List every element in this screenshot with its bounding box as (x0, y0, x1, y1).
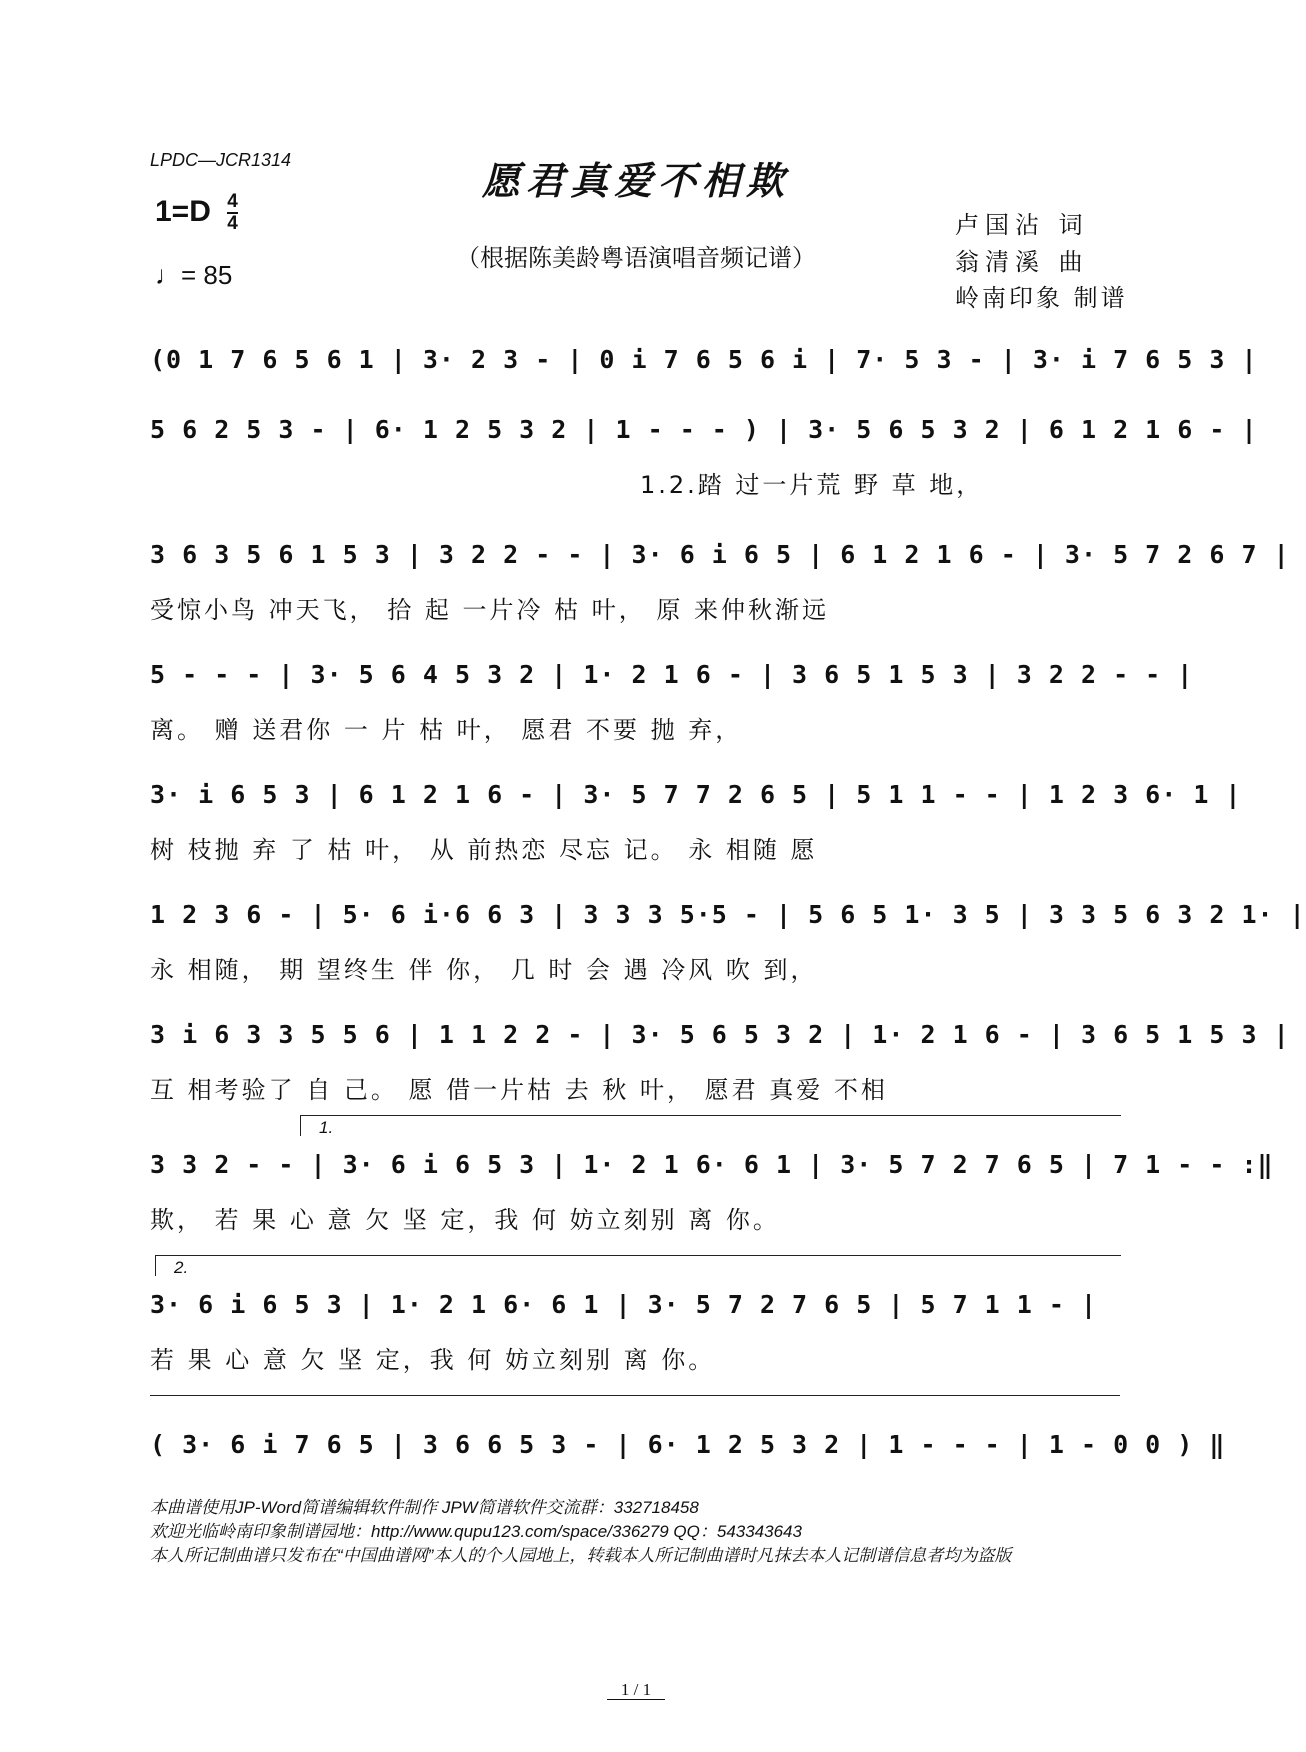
lyric-row-7: 互 相考验了 自 己。 愿 借一片枯 去 秋 叶， 愿君 真爱 不相 (150, 1076, 888, 1104)
footer-software: 本曲谱使用JP-Word简谱编辑软件制作 JPW简谱软件交流群：332718458 (150, 1498, 699, 1517)
composer-credit: 翁清溪 曲 (955, 248, 1089, 276)
lyric-row-2: 1.2.踏 过一片荒 野 草 地， (640, 471, 984, 499)
lyric-row-5: 树 枝抛 弃 了 枯 叶， 从 前热恋 尽忘 记。 永 相随 愿 (150, 836, 818, 864)
arranger-credit: 岭南印象 制谱 (955, 284, 1128, 312)
notation-row-9: 3· 6 i 6 5 3 | 1· 2 1 6· 6 1 | 3· 5 7 2 7 6 5 | 5 7 1 1 - | (150, 1290, 1098, 1319)
song-title: 愿君真爱不相欺 (481, 158, 790, 203)
time-top: 4 (227, 191, 238, 212)
notation-row-2: 5 6 2 5 3 - | 6· 1 2 5 3 2 | 1 - - - ) | 3· 5 6 5 3 2 | 6 1 2 1 6 - | (150, 415, 1258, 444)
key-signature (155, 192, 238, 234)
lyric-row-8: 欺， 若 果 心 意 欠 坚 定，我 何 妨立刻别 离 你。 (150, 1206, 780, 1234)
notation-row-3: 3 6 3 5 6 1 5 3 | 3 2 2 - - | 3· 6 i 6 5 | 6 1 2 1 6 - | 3· 5 7 2 6 7 | (150, 540, 1290, 569)
notation-row-6: 1 2 3 6 - | 5· 6 i·6 6 3 | 3 3 3 5·5 - | 5 6 5 1· 3 5 | 3 3 5 6 3 2 1· | (150, 900, 1306, 929)
time-bottom: 4 (227, 213, 238, 234)
time-signature (227, 192, 238, 234)
notation-row-8: 3 3 2 - - | 3· 6 i 6 5 3 | 1· 2 1 6· 6 1 | 3· 5 7 2 7 6 5 | 7 1 - - :‖ (150, 1150, 1274, 1179)
lyric-row-3: 受惊小鸟 冲天飞， 拾 起 一片冷 枯 叶， 原 来仲秋渐远 (150, 596, 830, 624)
volta-1-bracket (300, 1115, 1121, 1136)
footer-website: 欢迎光临岭南印象制谱园地：http://www.qupu123.com/space/336279 QQ：543343643 (150, 1522, 802, 1541)
tempo-mark: ♩= 85 (155, 260, 233, 290)
section-divider (150, 1395, 1120, 1396)
key-label: 1=D (155, 194, 211, 228)
footer-copyright: 本人所记制曲谱只发布在“中国曲谱网”本人的个人园地上，转载本人所记制曲谱时凡抹去本人记制谱信息者均为盗版 (150, 1546, 1012, 1565)
notation-row-5: 3· i 6 5 3 | 6 1 2 1 6 - | 3· 5 7 7 2 6 5 | 5 1 1 - - | 1 2 3 6· 1 | (150, 780, 1242, 809)
subtitle: （根据陈美龄粤语演唱音频记谱） (456, 244, 816, 272)
lyric-row-9: 若 果 心 意 欠 坚 定，我 何 妨立刻别 离 你。 (150, 1346, 716, 1374)
page-number: 1 / 1 (0, 1680, 1272, 1700)
notation-row-1: (0 1 7 6 5 6 1 | 3· 2 3 - | 0 i 7 6 5 6 i | 7· 5 3 - | 3· i 7 6 5 3 | (150, 345, 1258, 374)
notation-row-4: 5 - - - | 3· 5 6 4 5 3 2 | 1· 2 1 6 - | 3 6 5 1 5 3 | 3 2 2 - - | (150, 660, 1194, 689)
lyric-row-6: 永 相随， 期 望终生 伴 你， 几 时 会 遇 冷风 吹 到， (150, 956, 818, 984)
lyricist-credit: 卢国沾 词 (955, 211, 1089, 239)
score-code: LPDC—JCR1314 (150, 150, 292, 170)
notation-row-7: 3 i 6 3 3 5 5 6 | 1 1 2 2 - | 3· 5 6 5 3 2 | 1· 2 1 6 - | 3 6 5 1 5 3 | (150, 1020, 1290, 1049)
volta-2-label: 2. (174, 1258, 189, 1277)
notation-row-10: ( 3· 6 i 7 6 5 | 3 6 6 5 3 - | 6· 1 2 5 3 2 | 1 - - - | 1 - 0 0 ) ‖ (150, 1430, 1226, 1459)
volta-2-bracket (155, 1255, 1121, 1276)
volta-1-label: 1. (319, 1118, 334, 1137)
lyric-row-4: 离。 赠 送君你 一 片 枯 叶， 愿君 不要 抛 弃， (150, 716, 743, 744)
